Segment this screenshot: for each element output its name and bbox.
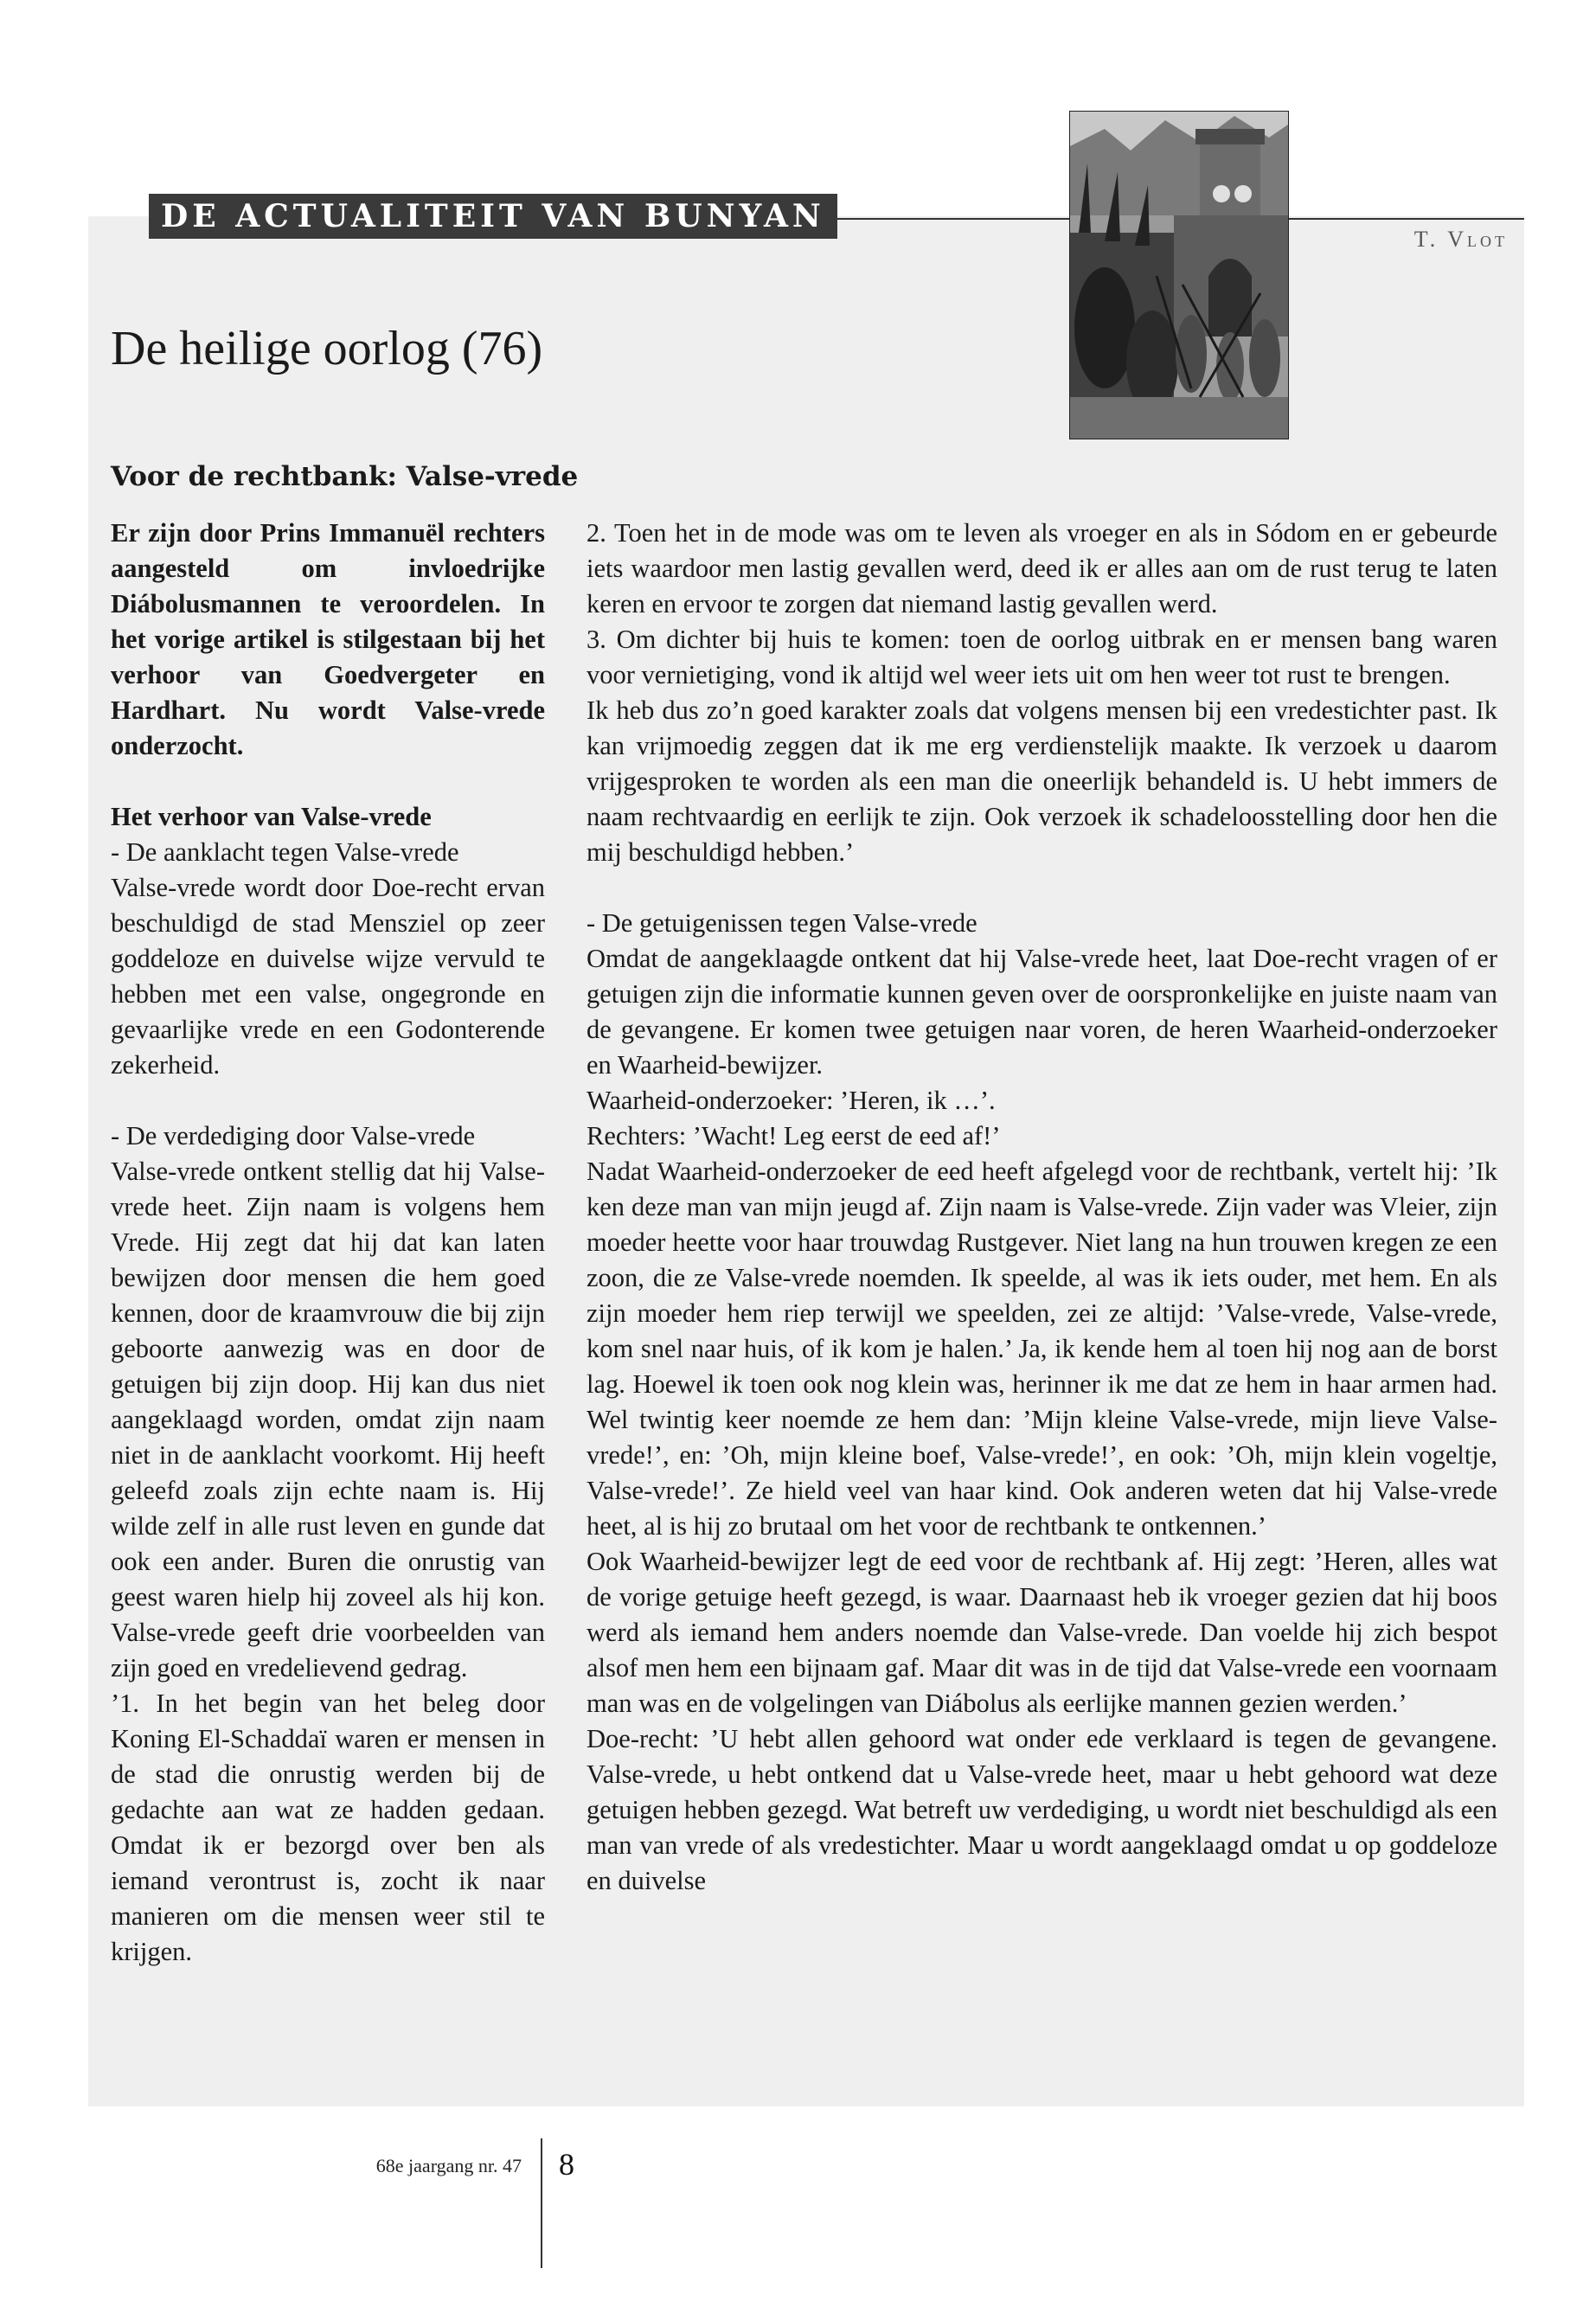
paragraph: Valse-vrede ontkent stellig dat hij Valse-vrede heet. Zijn naam is volgens hem Vrede. Hij zegt dat hij dat kan laten bewijzen door mensen die hem goed kennen, door de kraamvrouw die bij zijn geboorte aanwezig was en door de getuigen bij zijn doop. Hij kan dus niet aangeklaagd worden, omdat zijn naam niet in de aanklacht voorkomt. Hij heeft geleefd zoals zijn echte naam is. Hij wilde zelf in alle rust leven en gunde dat ook een ander. Buren die onrustig van geest waren hielp hij zoveel als hij kon. Valse-vrede geeft drie voorbeelden van zijn goed en vredelievend gedrag. — [111, 1157, 545, 1682]
author-name: T. Vlot — [1413, 227, 1508, 252]
subheading: Het verhoor van Valse-vrede — [111, 802, 432, 831]
paragraph: Rechters: ’Wacht! Leg eerst de eed af!’ — [586, 1121, 1001, 1150]
right-column — [586, 516, 1497, 1899]
paragraph: Omdat de aangeklaagde ontkent dat hij Valse-vrede heet, laat Doe-recht vragen of er getuigen zijn die informatie kunnen geven over de oorspronkelijke en juiste naam van de gevangene. Er komen twee getuigen naar voren, de heren Waarheid-onderzoeker en Waarheid-bewijzer. — [586, 944, 1497, 1080]
paragraph: Waarheid-onderzoeker: ’Heren, ik …’. — [586, 1086, 996, 1115]
paragraph: - De getuigenissen tegen Valse-vrede — [586, 908, 977, 938]
article-lead: Er zijn door Prins Immanuël rechters aangesteld om invloedrijke Diábolusmannen te veroordelen. In het vorige artikel is stilgestaan bij het verhoor van Goedvergeter en Hardhart. Nu wordt Valse-vrede onderzocht. — [111, 518, 545, 760]
section-title: Voor de rechtbank: Valse-vrede — [111, 461, 579, 492]
paragraph: 3. Om dichter bij huis te komen: toen de oorlog uitbrak en er mensen bang waren voor vernietiging, vond ik altijd wel weer iets uit om hen weer tot rust te brengen. — [586, 625, 1497, 689]
paragraph: Ook Waarheid-bewijzer legt de eed voor de rechtbank af. Hij zegt: ’Heren, alles wat de vorige getuige heeft gezegd, is waar. Daarnaast heb ik vroeger gezien dat hij boos werd als iemand hem anders noemde dan Valse-vrede. Dan voelde hij zich bespot alsof men hem een bijnaam gaf. Maar dit was in de tijd dat Valse-vrede een voornaam man was en de volgelingen van Diábolus als eerlijke mannen gezien werden.’ — [586, 1547, 1497, 1718]
paragraph-gap — [111, 1083, 545, 1118]
paragraph: Ik heb dus zo’n goed karakter zoals dat volgens mensen bij een vredestichter past. Ik kan vrijmoedig zeggen dat ik me erg verdienstelijk maakte. Ik verzoek u daarom vrijgesproken te worden als een man die oneerlijk behandeld is. U hebt immers de naam rechtvaardig en eerlijk te zijn. Ook verzoek ik schadeloosstelling door hen die mij beschuldigd hebben.’ — [586, 695, 1497, 867]
issue-info: 68e jaargang nr. 47 — [375, 2155, 522, 2176]
paragraph-gap — [586, 870, 1497, 906]
article-title: De heilige oorlog (76) — [111, 322, 543, 375]
footer-divider — [541, 2138, 542, 2268]
battle-woodcut-icon — [1069, 111, 1289, 439]
series-label: DE ACTUALITEIT VAN BUNYAN — [149, 194, 837, 239]
paragraph-gap — [111, 764, 545, 799]
paragraph: - De verdediging door Valse-vrede — [111, 1121, 476, 1150]
page-number: 8 — [559, 2147, 574, 2182]
paragraph: Doe-recht: ’U hebt allen gehoord wat onder ede verklaard is tegen de gevangene. Valse-vrede, u hebt ontkend dat u Valse-vrede heet, maar u hebt gehoord wat deze getuigen hebben gezegd. Wat betreft uw verdediging, u wordt niet beschuldigd als een man van vrede of als vredestichter. Maar u wordt aangeklaagd omdat u op goddeloze en duivelse — [586, 1724, 1497, 1895]
paragraph: Valse-vrede wordt door Doe-recht ervan beschuldigd de stad Mensziel op zeer goddeloze en duivelse wijze vervuld te hebben met een valse, ongegronde en gevaarlijke vrede en een Godonterende zekerheid. — [111, 873, 545, 1080]
paragraph: ’1. In het begin van het beleg door Koning El-Schaddaï waren er mensen in de stad die onrustig werden bij de gedachte aan wat ze hadden gedaan. Omdat ik er bezorgd over ben als iemand verontrust is, zocht ik naar manieren om die mensen weer stil te krijgen. — [111, 1689, 545, 1966]
left-column — [111, 516, 545, 1970]
paragraph: - De aanklacht tegen Valse-vrede — [111, 837, 459, 867]
paragraph: 2. Toen het in de mode was om te leven als vroeger en als in Sódom en er gebeurde iets waardoor men lastig gevallen werd, deed ik er alles aan om de rust terug te laten keren en ervoor te zorgen dat niemand lastig gevallen werd. — [586, 518, 1497, 619]
paragraph: Nadat Waarheid-onderzoeker de eed heeft afgelegd voor de rechtbank, vertelt hij: ’Ik ken deze man van mijn jeugd af. Zijn naam is Valse-vrede. Zijn vader was Vleier, zijn moeder heette voor haar trouwdag Rustgever. Niet lang na hun trouwen kregen ze een zoon, die ze Valse-vrede noemden. Ik speelde, al was ik iets ouder, met hem. En als zijn moeder hem riep terwijl we speelden, zei ze altijd: ’Valse-vrede, Valse-vrede, kom snel naar huis, of ik kom je halen.’ Ja, ik kende hem al toen hij nog aan de borst lag. Hoewel ik toen ook nog klein was, herinner ik me dat ze hem in haar armen had. Wel twintig keer noemde ze hem dan: ’Mijn kleine Valse-vrede, mijn lieve Valse-vrede!’, en: ’Oh, mijn kleine boef, Valse-vrede!’, en ook: ’Oh, mijn klein vogeltje, Valse-vrede!’. Ze hield veel van haar kind. Ook anderen weten dat hij Valse-vrede heet, al is hij zo brutaal om het voor de rechtbank te ontkennen.’ — [586, 1157, 1497, 1541]
